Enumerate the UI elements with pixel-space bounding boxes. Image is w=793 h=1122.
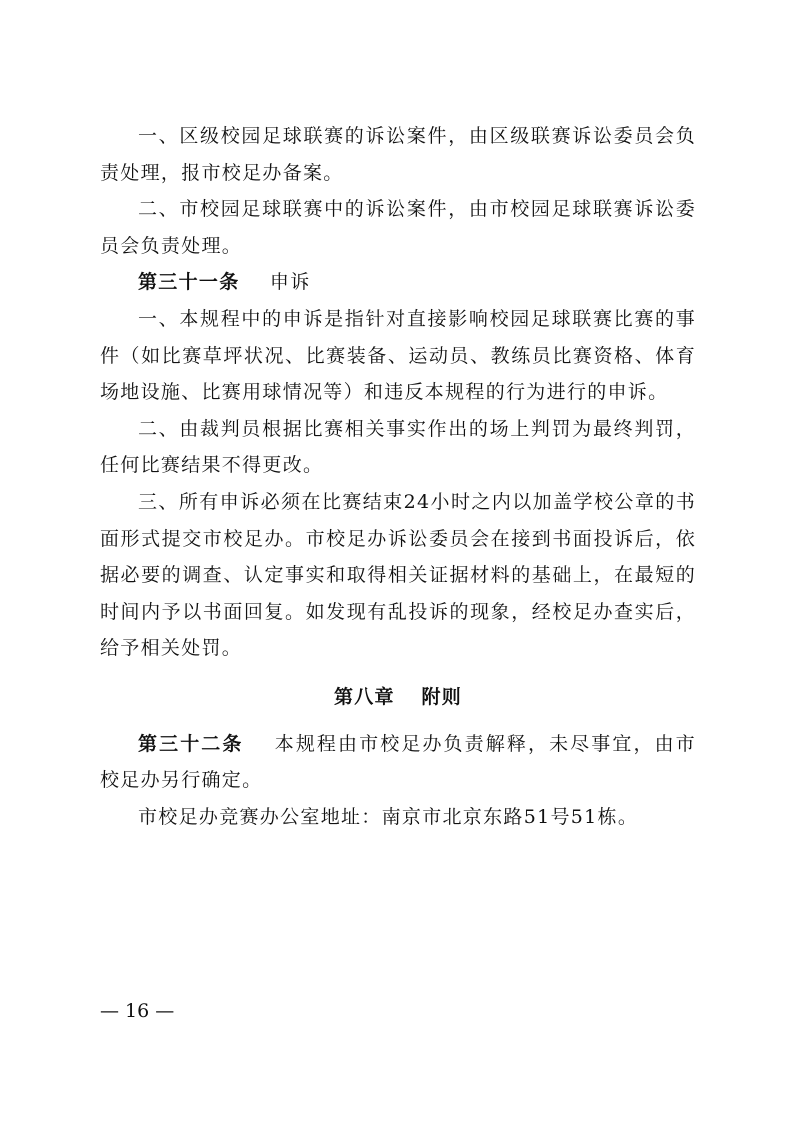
- paragraph-appeal-scope: 一、本规程中的申诉是指针对直接影响校园足球联赛比赛的事件（如比赛草坪状况、比赛装备、运动员、教练员比赛资格、体育场地设施、比赛用球情况等）和违反本规程的行为进行的申诉。: [100, 307, 696, 404]
- article-32-text: 本规程由市校足办负责解释，未尽事宜，由市校足办另行确定。: [100, 732, 696, 792]
- article-31-heading: [100, 264, 696, 301]
- document-body: [100, 118, 696, 835]
- paragraph-district-cases: 一、区级校园足球联赛的诉讼案件，由区级联赛诉讼委员会负责处理，报市校足办备案。: [100, 125, 696, 184]
- paragraph-referee-final: 二、由裁判员根据比赛相关事实作出的场上判罚为最终判罚，任何比赛结果不得更改。: [100, 417, 696, 477]
- chapter-8-title: 附则: [421, 685, 463, 708]
- chapter-8-number: 第八章: [333, 685, 395, 708]
- paragraph-appeal-procedure: 三、所有申诉必须在比赛结束24小时之内以加盖学校公章的书面形式提交市校足办。市校足办诉讼委员会在接到书面投诉后，依据必要的调查、认定事实和取得相关证据材料的基础上，在最短的时间内予以书面回复。如发现有乱投诉的现象，经校足办查实后，给予相关处罚。: [100, 490, 696, 660]
- article-32-paragraph: [100, 726, 696, 799]
- article-32-number: 第三十二条: [138, 732, 244, 755]
- page-number: — 16 —: [100, 1000, 175, 1022]
- article-31-number: 第三十一条: [138, 271, 240, 294]
- article-31-title: 申诉: [269, 271, 311, 294]
- paragraph-address: 市校足办竞赛办公室地址：南京市北京东路51号51栋。: [138, 805, 639, 828]
- paragraph-city-cases: 二、市校园足球联赛中的诉讼案件，由市校园足球联赛诉讼委员会负责处理。: [100, 198, 696, 257]
- chapter-8-heading: [100, 679, 696, 716]
